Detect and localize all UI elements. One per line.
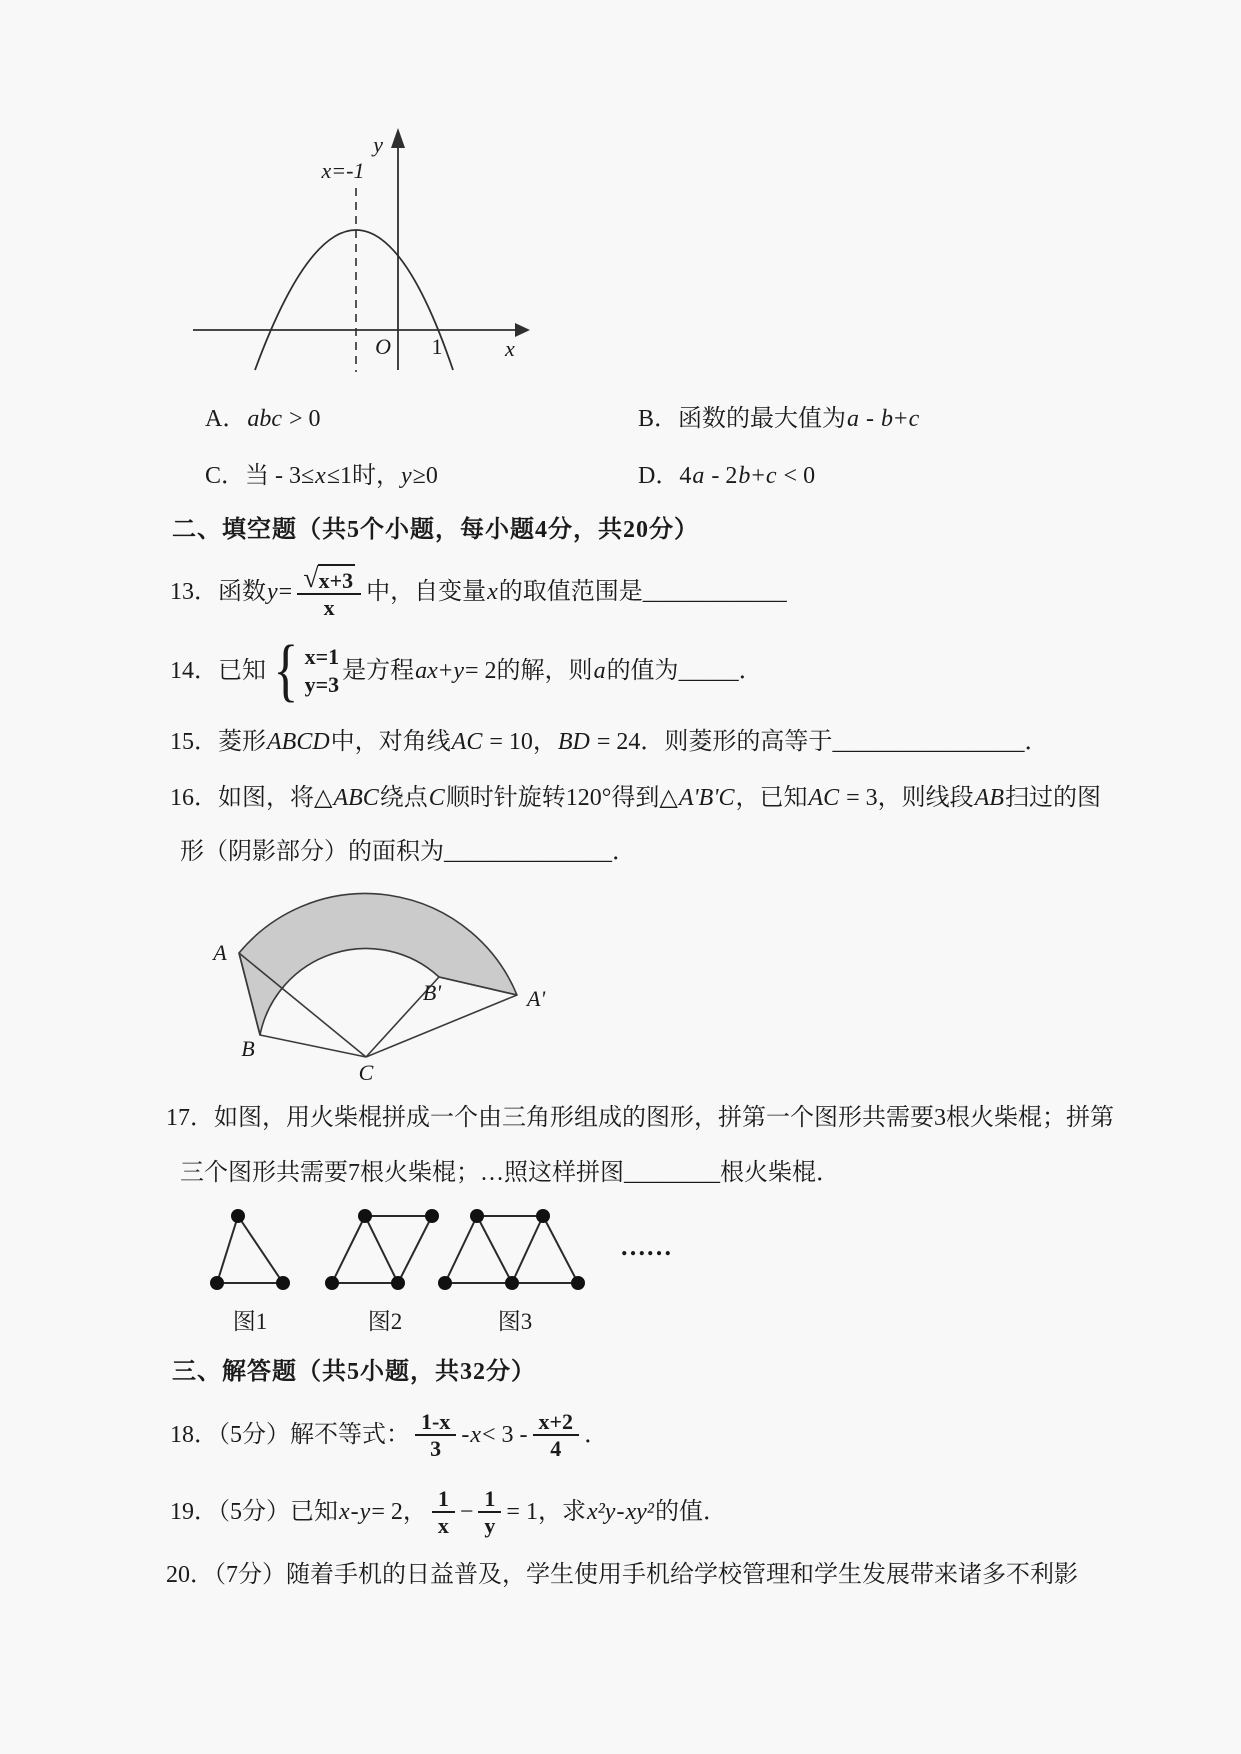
fraction-numerator: 1-x [415, 1409, 456, 1436]
math-variable: ABCD [267, 729, 330, 755]
point-a-label: A [213, 940, 227, 965]
fraction-numerator [297, 564, 361, 595]
point-b-prime-label: B' [422, 980, 442, 1005]
text-run: 18．（5分）解不等式： [170, 1422, 410, 1448]
option-d [638, 460, 815, 492]
fraction [432, 1486, 455, 1539]
fig1-label: 图1 [232, 1309, 268, 1334]
text-run: ≤1时， [326, 463, 400, 489]
equation-system-lines [305, 646, 340, 696]
fraction-numerator: 1 [432, 1486, 455, 1513]
text-run: - [616, 1499, 625, 1525]
fraction [297, 564, 361, 621]
question-16-line-1 [170, 782, 1101, 814]
math-variable: x²y [586, 1499, 616, 1525]
text-run: 绕点 [379, 785, 428, 811]
fig3-label: 图3 [497, 1309, 533, 1334]
text-run: ________________ [832, 729, 1025, 755]
text-run: 中，自变量 [366, 579, 487, 605]
math-variable: AC [451, 729, 483, 755]
fraction-denominator: 4 [550, 1436, 562, 1461]
fraction-denominator: 3 [430, 1436, 442, 1461]
text-run: = 1，求 [506, 1499, 586, 1525]
math-variable: a [847, 406, 860, 432]
text-run: = 2， [371, 1499, 427, 1525]
question-14 [170, 631, 763, 709]
math-variable: ABC [333, 785, 379, 811]
parabola-figure [185, 122, 530, 377]
question-13 [170, 558, 787, 626]
text-run: > 0 [283, 406, 321, 432]
option-b [638, 403, 920, 435]
text-run: = 24．则菱形的高等于 [590, 729, 833, 755]
matchstick-vertices [210, 1209, 585, 1290]
text-run: = 3，则线段 [840, 785, 974, 811]
matchstick-lines [217, 1216, 578, 1283]
text-run: ≥0 [412, 463, 438, 489]
math-variable: c [908, 406, 920, 432]
math-variable: a [692, 463, 705, 489]
text-run: - [860, 406, 881, 432]
fig2-label: 图2 [367, 1309, 403, 1334]
question-16-line-2 [180, 836, 636, 868]
math-variable: y [267, 579, 278, 605]
math-variable: ax [415, 658, 438, 684]
equation-line: x=1 [304, 644, 340, 669]
math-variable: b [738, 463, 751, 489]
fraction-numerator: 1 [478, 1486, 501, 1513]
matchstick-figure [175, 1203, 775, 1343]
math-variable: AB [974, 785, 1005, 811]
math-variable: y [401, 463, 412, 489]
fraction [415, 1409, 456, 1462]
text-run: B．函数的最大值为 [638, 406, 847, 432]
text-run: 13．函数 [170, 579, 266, 605]
text-run: - [350, 1499, 359, 1525]
text-run: 19．（5分）已知 [170, 1499, 338, 1525]
rotation-figure [160, 880, 560, 1095]
text-run: ． [584, 1422, 609, 1448]
text-run: + [751, 463, 765, 489]
text-run: C．当 - 3≤ [205, 463, 315, 489]
math-variable: BD [557, 729, 590, 755]
math-variable: xy² [625, 1499, 654, 1525]
math-variable: y [453, 658, 465, 684]
tick-1-label: 1 [431, 334, 443, 359]
math-variable: x [315, 463, 326, 489]
text-run: 形（阴影部分）的面积为 [180, 839, 444, 865]
point-b-label: B [241, 1036, 255, 1061]
y-axis-arrow-icon [391, 128, 405, 148]
text-run: 的值为 [606, 658, 679, 684]
fraction-denominator: y [484, 1513, 496, 1538]
question-17-line-1 [166, 1102, 1114, 1134]
text-run: + [894, 406, 908, 432]
symmetry-line-label: x=-1 [321, 158, 365, 183]
text-run: A． [205, 406, 247, 432]
fraction [533, 1409, 580, 1462]
origin-label: O [375, 334, 391, 359]
text-run: 17．如图，用火柴棍拼成一个由三角形组成的图形，拼第一个图形共需要3根火柴棍；拼第 [166, 1105, 1114, 1131]
text-run: − [459, 1499, 474, 1525]
text-run: 16．如图，将△ [170, 785, 333, 811]
text-run: ． [1024, 729, 1049, 755]
math-variable: b [881, 406, 894, 432]
text-run: 15．菱形 [170, 729, 266, 755]
section-3-title: 三、解答题（共5小题，共32分） [172, 1359, 536, 1385]
fraction-denominator: x [323, 595, 335, 620]
question-15 [170, 726, 1048, 758]
x-axis-arrow-icon [515, 323, 530, 337]
text-run: 三个图形共需要7根火柴棍；…照这样拼图 [180, 1160, 624, 1186]
equation-line: y=3 [304, 672, 340, 697]
equation-system [269, 631, 340, 709]
x-axis-label: x [505, 336, 515, 361]
option-a [205, 403, 321, 435]
y-axis-label: y [373, 132, 383, 157]
math-variable: abc [247, 406, 282, 432]
math-variable: x [470, 1422, 481, 1448]
point-c-label: C [358, 1060, 374, 1085]
text-run: 的取值范围是 [498, 579, 643, 605]
text-run: + [438, 658, 453, 684]
fraction-denominator: x [437, 1513, 449, 1538]
point-a-prime-label: A' [527, 986, 546, 1011]
math-variable: x [487, 579, 498, 605]
text-run: ________ [624, 1160, 720, 1186]
math-variable: y [359, 1499, 371, 1525]
text-run: = 2的解，则 [465, 658, 593, 684]
math-variable: AC [808, 785, 840, 811]
text-run: - [461, 1422, 470, 1448]
swept-shaded-region [239, 894, 517, 1035]
text-run: 根火柴棍． [720, 1160, 840, 1186]
text-run: 20．（7分）随着手机的日益普及，学生使用手机给学校管理和学生发展带来诸多不利影 [166, 1562, 1078, 1588]
section-2-title: 二、填空题（共5个小题，每小题4分，共20分） [172, 517, 699, 543]
fraction-numerator: x+2 [533, 1409, 580, 1436]
text-run: D．4 [638, 463, 692, 489]
question-18 [170, 1404, 608, 1466]
text-run: _____． [678, 658, 763, 684]
text-run: < 0 [777, 463, 816, 489]
text-run: 是方程 [342, 658, 415, 684]
text-run: ． [612, 839, 636, 865]
math-variable: A'B'C [678, 785, 735, 811]
text-run: ______________ [444, 839, 612, 865]
sqrt-radicand: x+3 [318, 564, 356, 593]
text-run: ____________ [642, 579, 787, 605]
text-run: 扫过的图 [1005, 785, 1102, 811]
fraction [478, 1486, 501, 1539]
ellipsis-label: …… [620, 1232, 672, 1261]
text-run: 14．已知 [170, 658, 266, 684]
text-run: = 10， [483, 729, 557, 755]
text-run: ，已知 [735, 785, 808, 811]
text-run: 顺时针旋转120°得到△ [445, 785, 678, 811]
sqrt-radical-icon: √ [303, 563, 319, 594]
text-run: = [278, 579, 293, 605]
parabola-curve [255, 230, 453, 370]
text-run: - 2 [705, 463, 738, 489]
question-19 [170, 1481, 727, 1543]
question-20 [166, 1559, 1078, 1591]
question-17-line-2 [180, 1157, 840, 1189]
math-variable: C [428, 785, 445, 811]
text-run: 中，对角线 [330, 729, 451, 755]
math-variable: a [593, 658, 606, 684]
text-run: 的值． [654, 1499, 727, 1525]
brace-icon: { [273, 631, 299, 709]
text-run: < 3 - [481, 1422, 528, 1448]
math-variable: x [339, 1499, 350, 1525]
math-variable: c [765, 463, 777, 489]
option-c [205, 460, 438, 492]
